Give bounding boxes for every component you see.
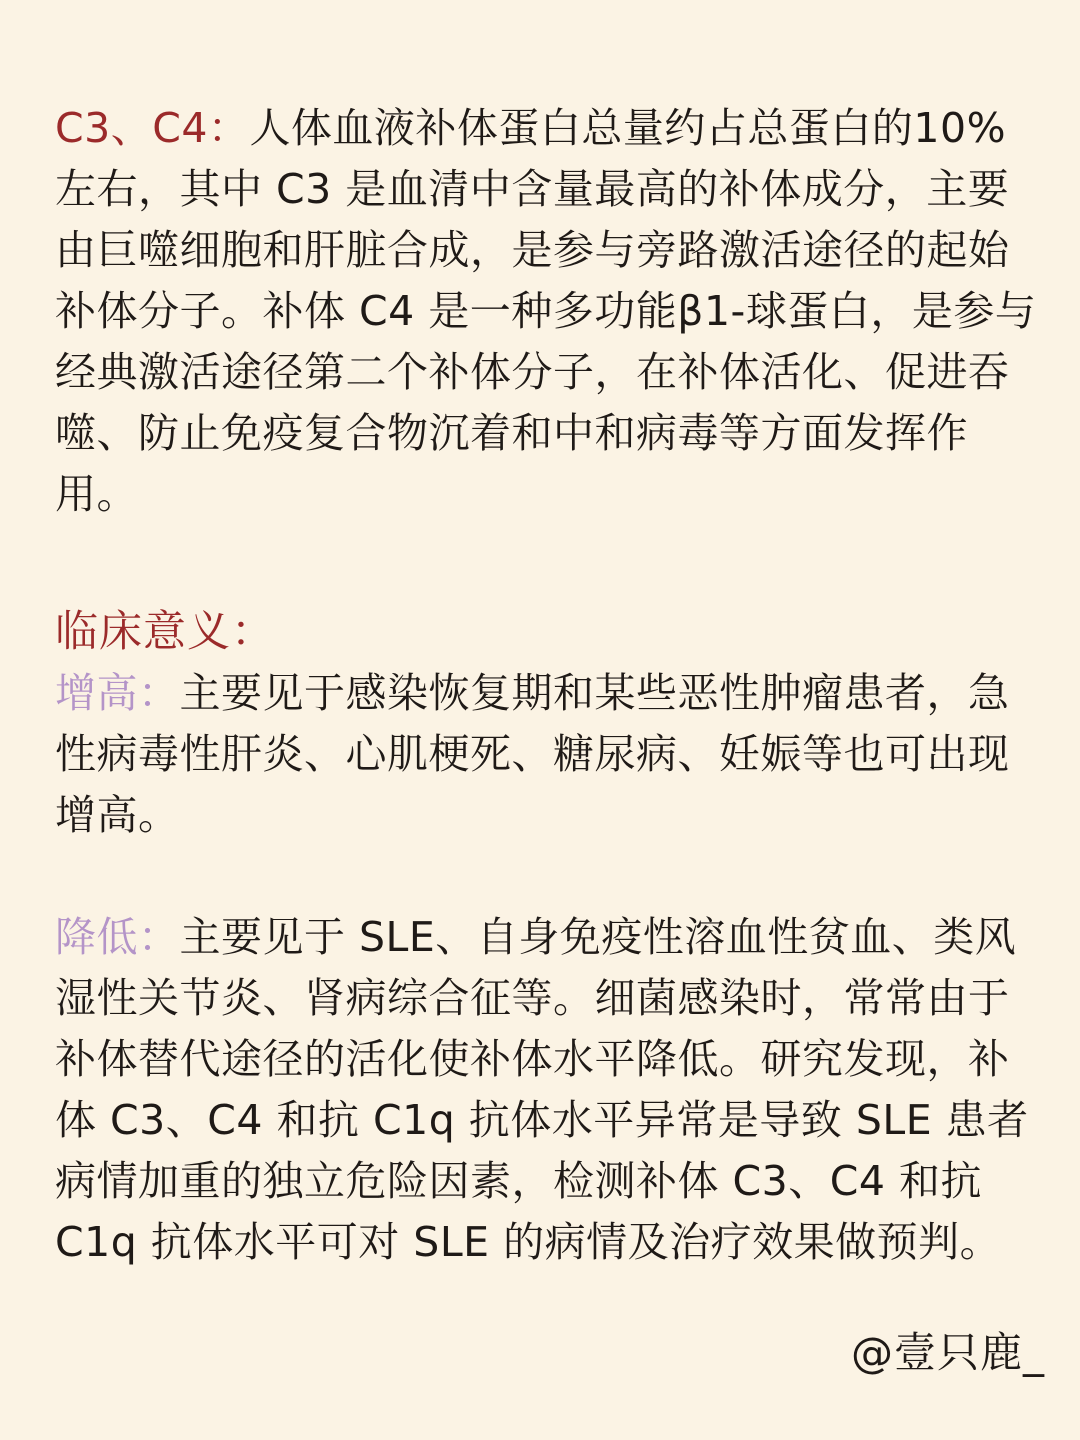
decrease-label: 降低： (55, 913, 180, 961)
c3-c4-label: C3、C4： (55, 104, 250, 152)
intro-paragraph (55, 98, 1040, 525)
increase-text: 主要见于感染恢复期和某些恶性肿瘤患者，急性病毒性肝炎、心肌梗死、糖尿病、妊娠等也可出现增高。 (55, 669, 1010, 839)
decrease-text: 主要见于 SLE、自身免疫性溶血性贫血、类风湿性关节炎、肾病综合征等。细菌感染时，常常由于补体替代途径的活化使补体水平降低。研究发现，补体 C3、C4 和抗 C1q 抗体水平异常是导致 SLE 患者病情加重的独立危险因素，检测补体 C3、C4 和抗 C1q 抗体水平可对 SLE 的病情及治疗效果做预判。 (55, 913, 1029, 1266)
increase-label: 增高： (55, 669, 180, 717)
decrease-paragraph (55, 907, 1040, 1273)
author-signature: @壹只鹿_ (850, 1328, 1045, 1377)
increase-paragraph (55, 663, 1040, 846)
intro-text: 人体血液补体蛋白总量约占总蛋白的10% 左右，其中 C3 是血清中含量最高的补体成分，主要由巨噬细胞和肝脏合成，是参与旁路激活途径的起始补体分子。补体 C4 是一种多功能β1-球蛋白，是参与经典激活途径第二个补体分子，在补体活化、促进吞噬、防止免疫复合物沉着和中和病毒等方面发挥作用。 (55, 104, 1037, 518)
article-body (55, 98, 1040, 1273)
clinical-significance-heading: 临床意义： (55, 607, 275, 657)
